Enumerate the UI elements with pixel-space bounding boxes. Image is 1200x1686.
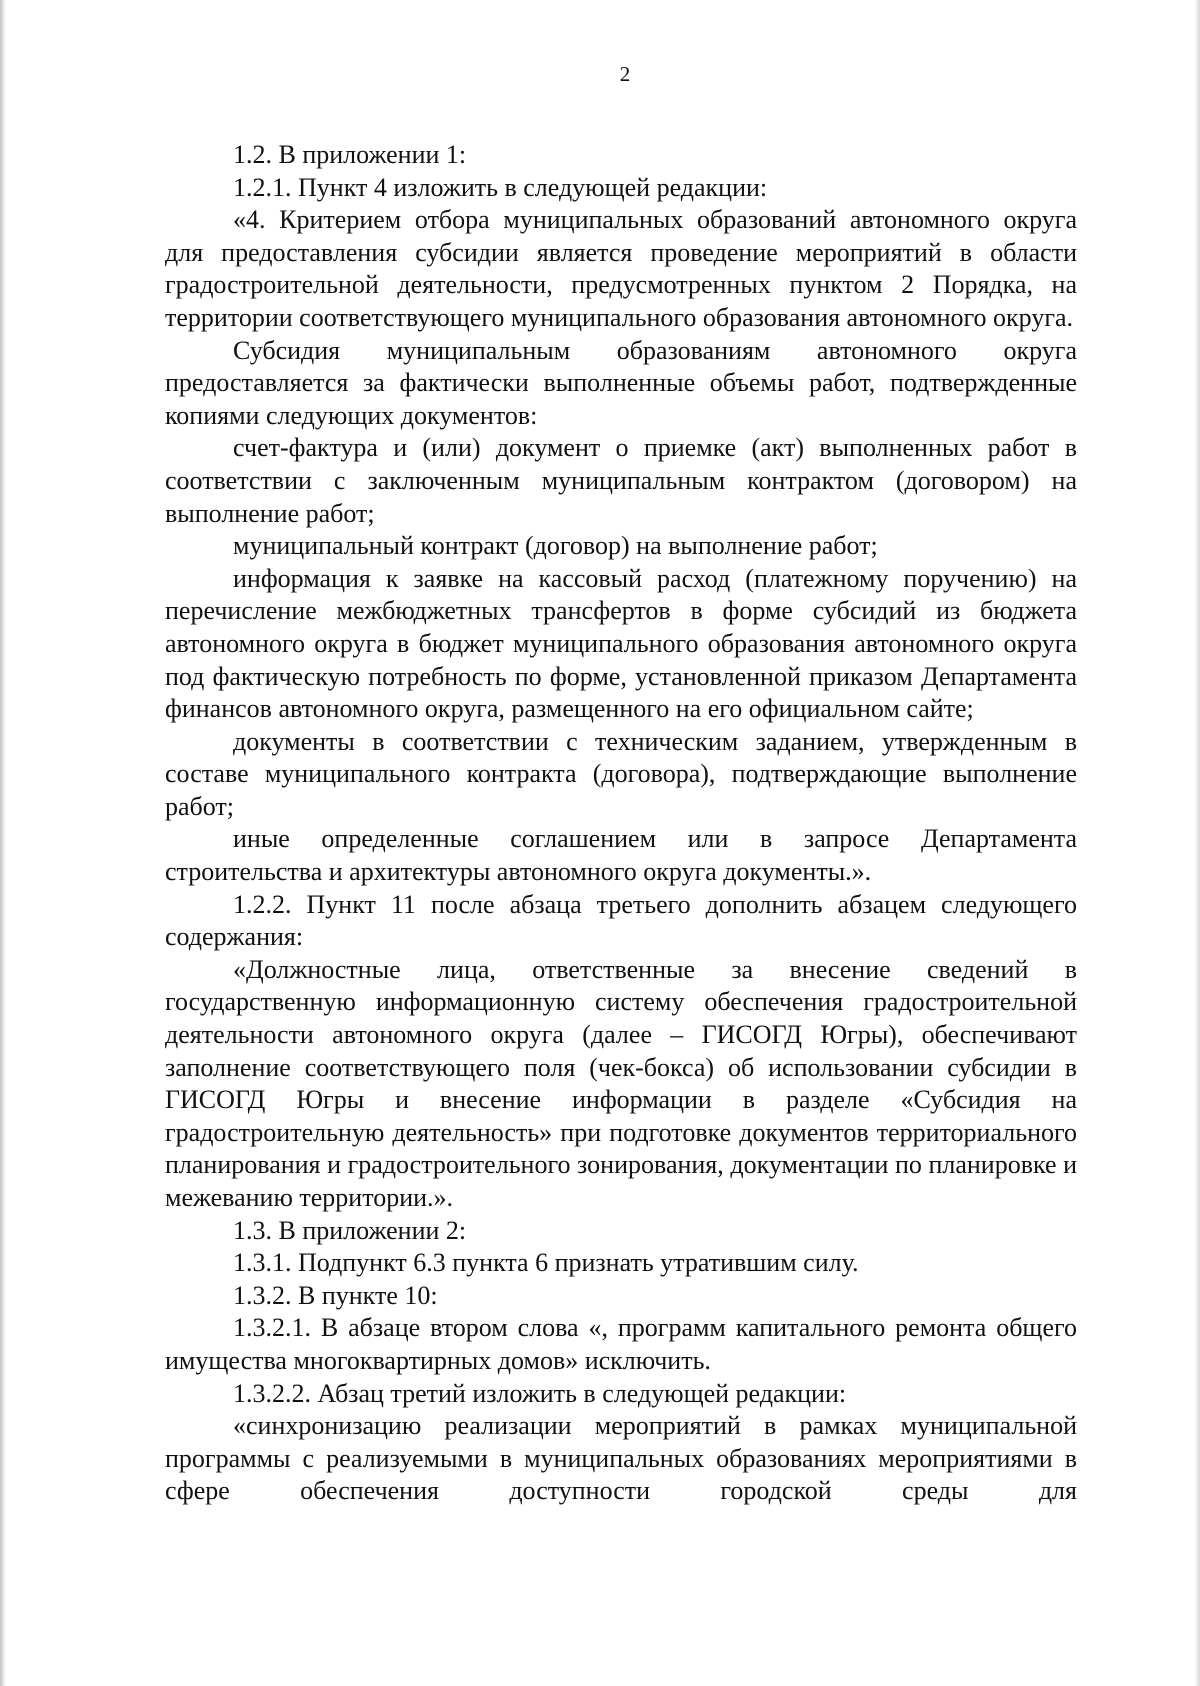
paragraph: «синхронизацию реализации мероприятий в рамках муниципальной программы с реализуемыми в муниципальных образованиях мероприятиями в сфере обеспечения доступности городской среды для (165, 1411, 1077, 1506)
paragraph: муниципальный контракт (договор) на выполнение работ; (233, 531, 878, 561)
paragraph: 1.3. В приложении 2: (233, 1215, 467, 1245)
scan-edge-right (1194, 0, 1200, 1686)
scan-edge-left (0, 0, 6, 1686)
paragraph: Субсидия муниципальным образованиям автономного округа предоставляется за фактически выполненные объемы работ, подтвержденные копиями следующих документов: (165, 335, 1077, 430)
paragraph: «Должностные лица, ответственные за внесение сведений в государственную информационную систему обеспечения градостроительной деятельности автономного округа (далее – ГИСОГД Югры), обеспечивают заполнение соответствующего поля (чек-бокса) об использовании субсидии в ГИСОГД Югры и внесение информации в разделе «Субсидия на градостроительную деятельность» при подготовке документов территориального планирования и градостроительного зонирования, документации по планировке и межеванию территории.». (165, 954, 1077, 1212)
paragraph: 1.2. В приложении 1: (233, 140, 467, 169)
paragraph: «4. Критерием отбора муниципальных образований автономного округа для предоставления субсидии является проведение мероприятий в области градостроительной деятельности, предусмотренных пунктом 2 Порядка, на территории соответствующего муниципального образования автономного округа. (165, 205, 1077, 332)
paragraph: иные определенные соглашением или в запросе Департамента строительства и архитектуры автономного округа документы.». (165, 824, 1077, 887)
paragraph: 1.2.2. Пункт 11 после абзаца третьего дополнить абзацем следующего содержания: (165, 889, 1077, 952)
paragraph: 1.2.1. Пункт 4 изложить в следующей редакции: (233, 172, 768, 202)
paragraph: информация к заявке на кассовый расход (платежному поручению) на перечисление межбюджетных трансфертов в форме субсидий из бюджета автономного округа в бюджет муниципального образования автономного округа под фактическую потребность по форме, установленной приказом Департамента финансов автономного округа, размещенного на его официальном сайте; (165, 563, 1077, 724)
document-body (165, 139, 1077, 1508)
paragraph: 1.3.1. Подпункт 6.3 пункта 6 признать утратившим силу. (233, 1248, 859, 1278)
paragraph: счет-фактура и (или) документ о приемке (акт) выполненных работ в соответствии с заключенным муниципальным контрактом (договором) на выполнение работ; (165, 433, 1077, 528)
paragraph: 1.3.2.1. В абзаце втором слова «, программ капитального ремонта общего имущества многоквартирных домов» исключить. (165, 1313, 1077, 1375)
paragraph: 1.3.2.2. Абзац третий изложить в следующей редакции: (233, 1378, 847, 1408)
page-number: 2 (619, 62, 631, 86)
paragraph: документы в соответствии с техническим заданием, утвержденным в составе муниципального контракта (договора), подтверждающие выполнение работ; (165, 726, 1077, 821)
paragraph: 1.3.2. В пункте 10: (233, 1280, 438, 1310)
